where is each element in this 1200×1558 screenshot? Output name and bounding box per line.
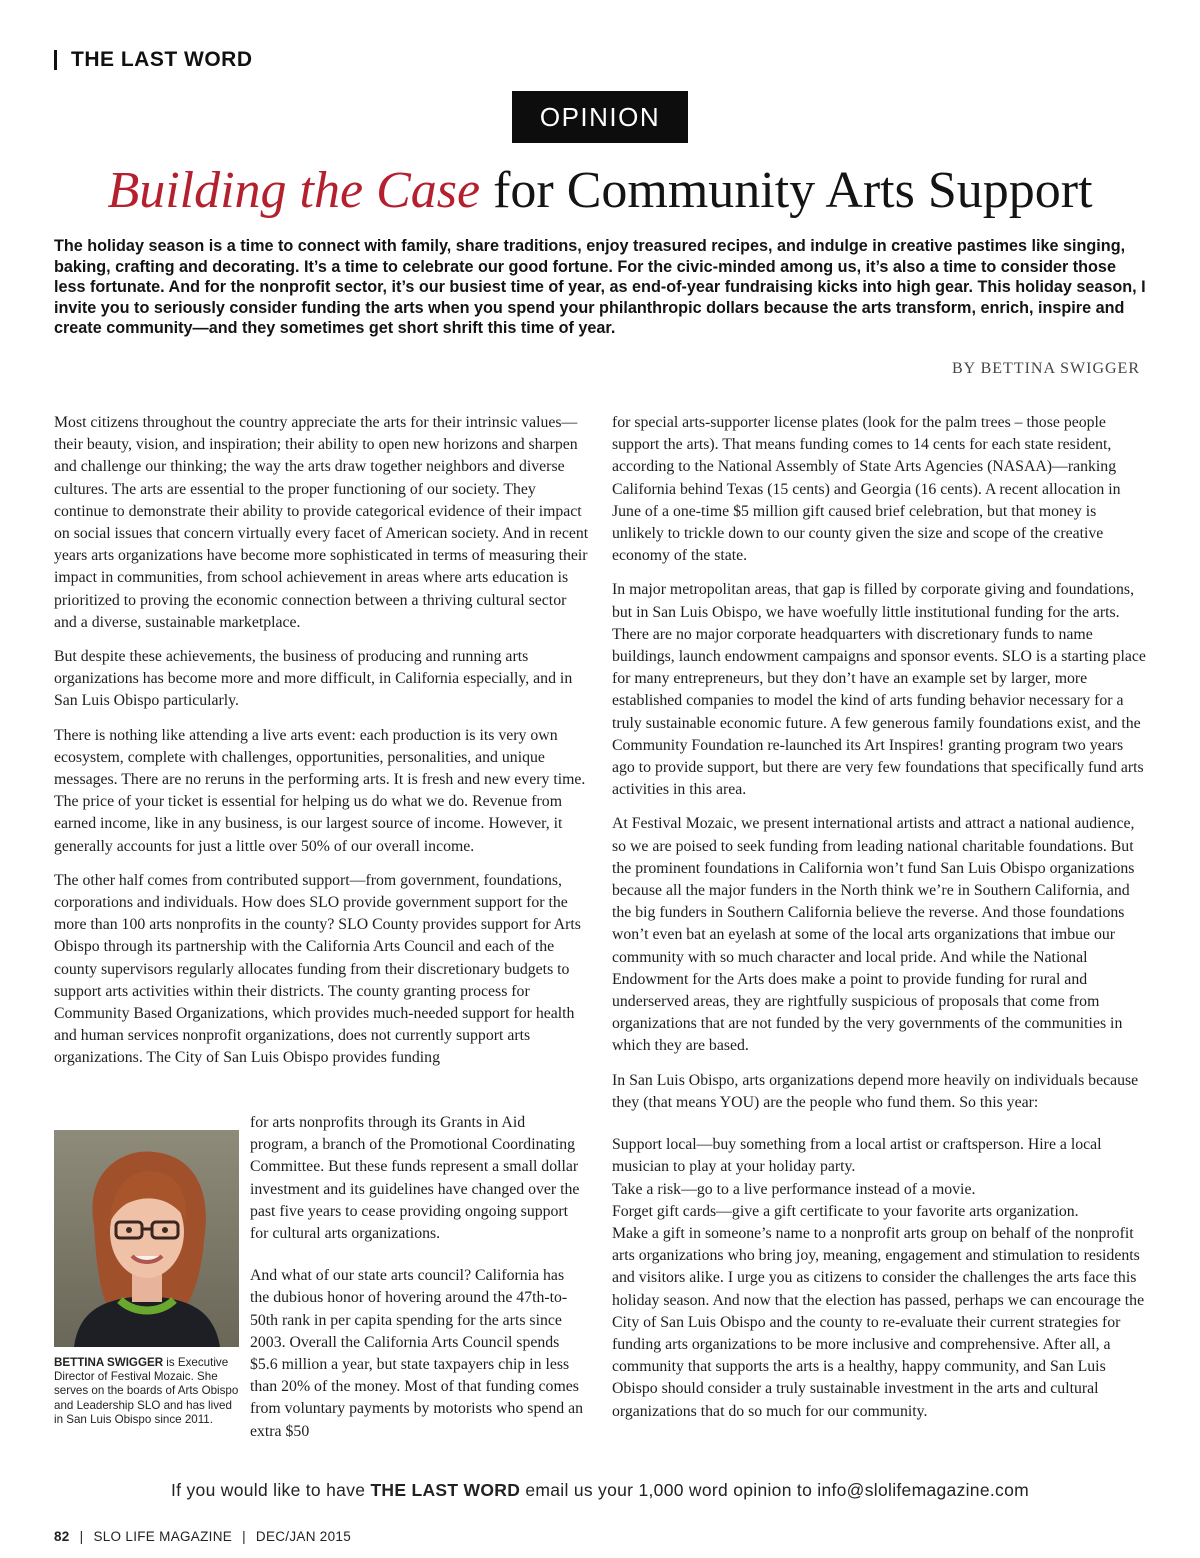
left-column-wrapped-text <box>250 1112 586 1463</box>
call-to-action-list <box>612 1134 1148 1423</box>
author-bio <box>54 1356 244 1427</box>
author-portrait-illustration <box>54 1130 239 1347</box>
footer-call-to-action <box>0 1480 1200 1501</box>
body-paragraph: But despite these achievements, the business of producing and running arts organizations has become more and more difficult, in California especially, and in San Luis Obispo particularly. <box>54 648 573 710</box>
headline-rest: for Community Arts Support <box>480 162 1093 219</box>
issue-date: DEC/JAN 2015 <box>255 1529 352 1544</box>
list-item: Take a risk—go to a live performance instead of a movie. <box>612 1180 976 1198</box>
opinion-badge: OPINION <box>512 91 688 143</box>
page-number: 82 <box>54 1529 70 1544</box>
body-paragraph: In major metropolitan areas, that gap is filled by corporate giving and foundations, but in San Luis Obispo, we have woefully little institutional funding for the arts. There are no major corporate headquarters with discretionary funds to name buildings, launch endowment campaigns and sponsor events. SLO is a starting place for many entrepreneurs, but they don’t have an example set by larger, more established companies to model the kind of arts funding behavior necessary for a truly sustainable economic future. A few generous family foundations exist, and the Community Foundation re-launched its Art Inspires! granting program two years ago to provide support, but there are very few foundations that specifically fund arts activities in this area. <box>612 581 1146 799</box>
section-divider <box>54 50 57 70</box>
body-paragraph: There is nothing like attending a live arts event: each production is its very own ecosystem, complete with challenges, opportunities, personalities, and unique messages. There are no reruns in the performing arts. It is fresh and new every time. The price of your ticket is essential for helping us do what we do. Revenue from earned income, like in any business, is our largest source of income. However, it generally accounts for just a little over 50% of our overall income. <box>54 726 586 855</box>
body-paragraph: And what of our state arts council? California has the dubious honor of hovering around the 47th-to-50th rank in per capita spending for the arts since 2003. Overall the California Arts Council spends $5.6 million a year, but state taxpayers chip in less than 20% of the money. Most of that funding comes from voluntary payments by motorists who spend an extra $50 <box>250 1267 584 1440</box>
byline: BY BETTINA SWIGGER <box>951 360 1140 377</box>
list-item: Forget gift cards—give a gift certificate to your favorite arts organization. <box>612 1202 1079 1220</box>
article-headline <box>0 160 1200 222</box>
magazine-name: SLO LIFE MAGAZINE <box>93 1529 233 1544</box>
headline-accent: Building the Case <box>107 162 481 219</box>
body-paragraph: Most citizens throughout the country appreciate the arts for their intrinsic values—their beauty, vision, and inspiration; their ability to open new horizons and sharpen and challenge our thinking; the way the arts draw together neighbors and diverse cultures. The arts are essential to the proper functioning of our society. They continue to demonstrate their ability to provide categorical evidence of their impact on social issues that concern virtually every facet of American society. And in recent years arts organizations have become more sophisticated in terms of measuring their impact in communities, from school achievement in areas where arts education is prioritized to proving the economic connection between a thriving cultural sector and a diverse, sustainable marketplace. <box>54 414 589 631</box>
cta-text-post: email us your 1,000 word opinion to info@slolifemagazine.com <box>520 1480 1029 1500</box>
folio-separator: | <box>242 1529 246 1544</box>
author-photo <box>54 1130 239 1347</box>
section-title: THE LAST WORD <box>71 48 253 71</box>
folio-separator: | <box>79 1529 84 1544</box>
left-column <box>54 412 590 1082</box>
author-bio-text: is Executive Director of Festival Mozaic. She serves on the boards of Arts Obispo and Leadership SLO and has lived in San Luis Obispo since 2011. <box>54 1356 239 1426</box>
body-paragraph: At Festival Mozaic, we present international artists and attract a national audience, so we are poised to seek funding from leading national charitable foundations. But the prominent foundations in California won’t fund San Luis Obispo organizations because all the major funders in the North think we’re in Southern California, and the big funders in Southern California believe the reverse. And those foundations won’t even bat an eyelash at some of the local arts organizations that imbue our community with so much character and local pride. And while the National Endowment for the Arts does make a point to provide funding for rural and underserved areas, they are rightfully suspicious of proposals that come from organizations that are not funded by the very governments of the communities in which they are based. <box>612 815 1135 1055</box>
article-dek: The holiday season is a time to connect with family, share traditions, enjoy treasured recipes, and indulge in creative pastimes like singing, baking, crafting and decorating. It’s a time to celebrate our good fortune. For the civic-minded among us, it’s also a time to consider those less fortunate. And for the nonprofit sector, it’s our busiest time of year, as end-of-year fundraising kicks into high gear. This holiday season, I invite you to seriously consider funding the arts when you spend your philanthropic dollars because the arts transform, enrich, inspire and create community—and they sometimes get short shrift this time of year. <box>54 237 1146 338</box>
author-name: BETTINA SWIGGER <box>54 1356 164 1369</box>
cta-text-bold: THE LAST WORD <box>370 1480 521 1500</box>
cta-text-pre: If you would like to have <box>171 1480 371 1500</box>
body-paragraph: for special arts-supporter license plates (look for the palm trees – those people support the arts). That means funding comes to 14 cents for each state resident, according to the National Assembly of State Arts Agencies (NASAA)—ranking California behind Texas (15 cents) and Georgia (16 cents). A recent allocation in June of a one-time $5 million gift caused brief celebration, but that money is unlikely to trickle down to our county given the size and scope of the creative economy of the state. <box>612 414 1121 565</box>
body-paragraph: for arts nonprofits through its Grants in Aid program, a branch of the Promotional Coordinating Committee. But these funds represent a small dollar investment and its guidelines have changed over the past five years to cease providing ongoing support for cultural arts organizations. <box>250 1114 580 1243</box>
body-paragraph: In San Luis Obispo, arts organizations depend more heavily on individuals because they (that means YOU) are the people who fund them. So this year: <box>612 1071 1139 1111</box>
list-item: Make a gift in someone’s name to a nonprofit arts group on behalf of the nonprofit arts organizations who bring joy, meaning, engagement and stimulation to residents and visitors alike. I urge you as citizens to consider the challenges the arts face this holiday season. And now that the election has passed, perhaps we can encourage the City of San Luis Obispo and the county to re-evaluate their current strategies for funding arts organizations to be more inclusive and comprehensive. After all, a community that supports the arts is a healthy, happy community, and San Luis Obispo should consider a truly sustainable investment in the arts and cultural organizations that do so much for our community. <box>612 1224 1145 1420</box>
page-folio <box>54 1529 351 1544</box>
section-label <box>54 48 252 72</box>
list-item: Support local—buy something from a local artist or craftsperson. Hire a local musician to play at your holiday party. <box>612 1136 1102 1176</box>
right-column <box>612 412 1148 1423</box>
body-paragraph: The other half comes from contributed support—from government, foundations, corporations and individuals. How does SLO provide government support for the more than 100 arts nonprofits in the county? SLO County provides support for Arts Obispo through its partnership with the California Arts Council and each of the county supervisors regularly allocates funding from their discretionary budgets to support arts activities within their districts. The county granting process for Community Based Organizations, which provides much-needed support for health and human services nonprofit organizations, does not currently support arts organizations. The City of San Luis Obispo provides funding <box>54 871 581 1067</box>
